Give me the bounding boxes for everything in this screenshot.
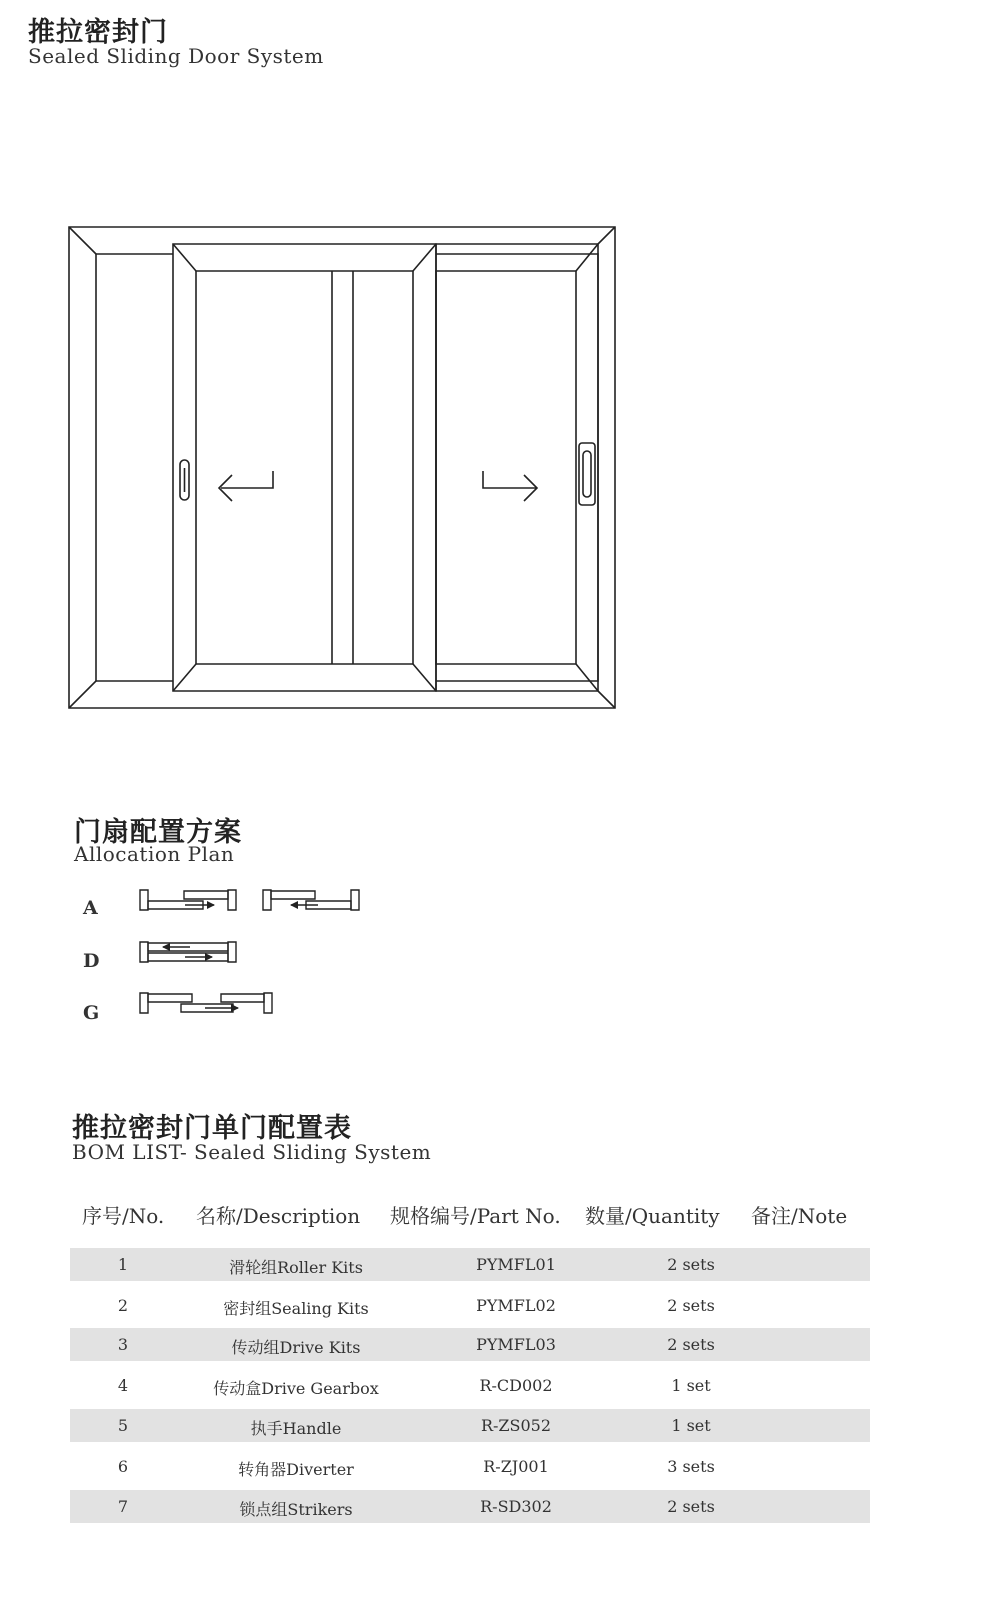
table-row xyxy=(70,1289,870,1322)
cell-no: 7 xyxy=(117,1497,129,1516)
cell-quantity: 2 sets xyxy=(667,1335,715,1354)
col-header-quantity: 数量/Quantity xyxy=(585,1204,720,1228)
cell-quantity: 3 sets xyxy=(667,1457,715,1476)
page-title-cn: 推拉密封门 xyxy=(28,17,168,48)
col-header-part-no: 规格编号/Part No. xyxy=(390,1204,561,1228)
cell-part-no: PYMFL02 xyxy=(476,1296,556,1315)
door-elevation-drawing xyxy=(0,0,1000,760)
left-sash xyxy=(173,244,436,691)
cell-no: 4 xyxy=(117,1376,129,1395)
cell-part-no: R-CD002 xyxy=(479,1376,553,1395)
table-row xyxy=(70,1248,870,1281)
cell-no: 2 xyxy=(117,1296,129,1315)
cell-description: 执手Handle xyxy=(250,1419,342,1438)
cell-part-no: R-ZS052 xyxy=(480,1416,552,1435)
cell-quantity: 2 sets xyxy=(667,1255,715,1274)
bom-title-cn: 推拉密封门单门配置表 xyxy=(72,1113,352,1144)
bom-title-en: BOM LIST- Sealed Sliding System xyxy=(72,1140,432,1164)
cell-quantity: 1 set xyxy=(671,1416,711,1435)
pull-handle-icon xyxy=(579,443,595,505)
table-row xyxy=(70,1328,870,1361)
scheme-g-diagram xyxy=(140,993,272,1013)
cell-description: 传动盒Drive Gearbox xyxy=(213,1379,379,1398)
cell-no: 3 xyxy=(117,1335,129,1354)
table-row xyxy=(70,1490,870,1523)
cell-part-no: PYMFL01 xyxy=(476,1255,556,1274)
cell-part-no: PYMFL03 xyxy=(476,1335,556,1354)
cell-quantity: 1 set xyxy=(671,1376,711,1395)
col-header-note: 备注/Note xyxy=(751,1204,848,1228)
scheme-label-a: A xyxy=(83,897,98,919)
cell-description: 锁点组Strikers xyxy=(239,1500,353,1519)
table-row xyxy=(70,1409,870,1442)
scheme-label-g: G xyxy=(83,1002,100,1024)
cell-no: 1 xyxy=(117,1255,129,1274)
scheme-d-diagram xyxy=(140,942,236,962)
cell-description: 密封组Sealing Kits xyxy=(223,1299,369,1318)
right-sash xyxy=(436,244,598,691)
bom-table-header xyxy=(70,1200,870,1228)
page-title-en: Sealed Sliding Door System xyxy=(28,44,324,68)
cell-description: 转角器Diverter xyxy=(238,1460,354,1479)
cell-quantity: 2 sets xyxy=(667,1296,715,1315)
scheme-a-diagram-2 xyxy=(263,890,359,910)
cell-part-no: R-SD302 xyxy=(480,1497,552,1516)
cell-no: 6 xyxy=(117,1457,129,1476)
slide-right-arrow-icon xyxy=(483,471,537,501)
cell-description: 传动组Drive Kits xyxy=(231,1338,361,1357)
cell-no: 5 xyxy=(117,1416,129,1435)
allocation-title-en: Allocation Plan xyxy=(74,842,235,866)
cell-part-no: R-ZJ001 xyxy=(483,1457,549,1476)
allocation-diagrams xyxy=(0,880,400,1030)
col-header-no: 序号/No. xyxy=(82,1204,165,1228)
table-row xyxy=(70,1450,870,1483)
col-header-description: 名称/Description xyxy=(196,1204,361,1228)
cell-quantity: 2 sets xyxy=(667,1497,715,1516)
scheme-a-diagram-1 xyxy=(140,890,236,910)
scheme-label-d: D xyxy=(83,950,100,972)
cell-description: 滑轮组Roller Kits xyxy=(229,1258,363,1277)
allocation-title-cn: 门扇配置方案 xyxy=(74,817,242,848)
table-row xyxy=(70,1369,870,1402)
